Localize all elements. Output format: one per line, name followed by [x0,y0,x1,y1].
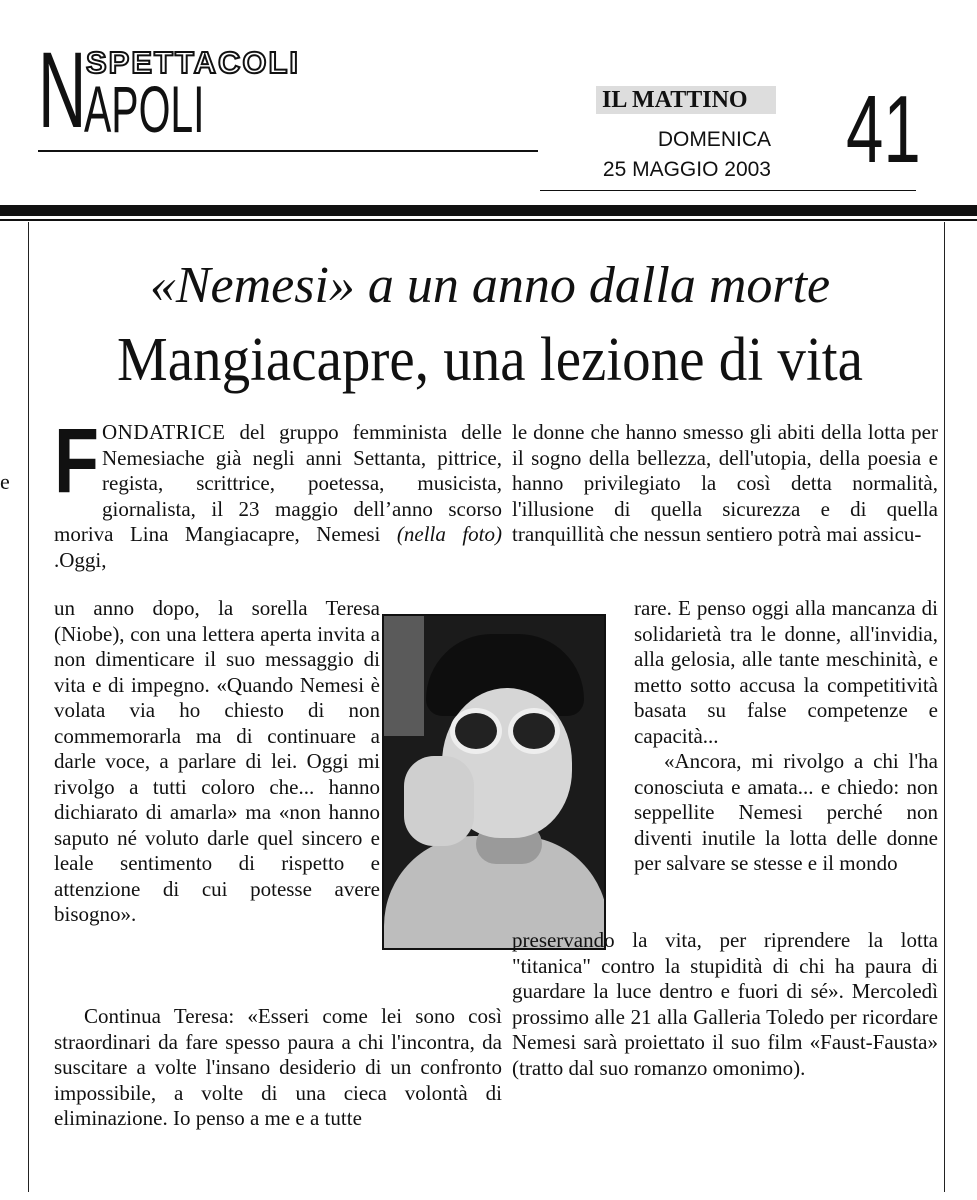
header-divider [38,150,538,152]
paragraph-text: «Ancora, mi rivolgo a chi l'ha conosciuta e amata... e chiedo: non seppellite Nemesi perché non diventi inutile la lotta delle donne per salvare se stesse e il mondo [634,749,938,875]
section-title: SPETTACOLI [86,45,301,80]
header-divider-right [540,190,916,191]
paragraph-text: un anno dopo, la sorella Teresa (Niobe), con una lettera aperta invita a non dimenticare il suo messaggio di vita e di impegno. «Quando Nemesi è volata via ho chiesto di non commemorarla ma di continuare a darle voce, a parlare di lei. Oggi mi rivolgo a tutti coloro che... hanno dichiarato di amarla» ma «non hanno saputo né voluto darle quel sincero e leale sentimento di rispetto e attenzione di cui potesse avere bisogno». [54,596,380,926]
article-column-left-bottom [54,1004,502,1132]
article-column-left-top [54,410,502,573]
lead-smallcaps: ONDATRICE [102,420,226,444]
page-top-rule [0,205,977,216]
masthead-city: APOLI [84,72,205,146]
article-headline: Mangiacapre, una lezione di vita [117,326,863,394]
article-kicker: «Nemesi» a un anno dalla morte [149,257,831,314]
article-column-left-wrap [54,596,380,928]
paragraph-text: preservando la vita, per riprendere la lotta "titanica" contro la stupidità di chi ha paura di guardare la luce dentro e fuori di sé». Mercoledì prossimo alle 21 alla Galleria Toledo per ricordare Nemesi sarà proiettato il suo film «Faust-Fausta» (tratto dal suo romanzo omonimo). [512,928,938,1080]
paragraph-text-end: .Oggi, [54,547,107,572]
dropcap: F [54,410,99,512]
issue-date: 25 MAGGIO 2003 [602,158,771,181]
stray-letter: e [0,469,10,494]
article-column-right-bottom [512,928,938,1081]
masthead-initial: N [38,29,86,150]
portrait-photo [382,614,606,950]
article-frame-right [944,222,945,1192]
photo-caption-ref: (nella foto) [396,522,502,546]
article-column-right-wrap [634,596,938,877]
paragraph-text: rare. E penso oggi alla mancanza di solidarietà tra le donne, all'invidia, alla gelosia, alle tante meschinità, e metto sotto accusa la competitività basata su false competenze e capacità... [634,596,938,748]
page-number: 41 [846,76,921,183]
paragraph-text: del gruppo femminista delle Nemesiache già negli anni Settanta, pittrice, regista, scrittrice, poetessa, musicista, giornalista, il 23 maggio dell’anno scorso moriva Lina Mangiacapre, Nemesi [54,420,502,546]
page-top-rule-thin [0,219,977,221]
article-column-right-top [512,420,938,548]
issue-day: DOMENICA [657,128,771,151]
newspaper-name: IL MATTINO [596,86,776,114]
article-frame-left [28,222,29,1192]
paragraph-text: Continua Teresa: «Esseri come lei sono così straordinari da fare spesso paura a chi l'incontra, da suscitare a volte l'insano desiderio di un confronto impossibile, a volte di una cieca volontà di eliminazione. Io penso a me e a tutte [54,1004,502,1130]
paragraph-text: le donne che hanno smesso gli abiti della lotta per il sogno della bellezza, dell'utopia, della poesia e hanno privilegiato la così detta normalità, l'illusione di quella sicurezza e di quella tranquillità che nessun sentiero potrà mai assicu- [512,420,938,546]
